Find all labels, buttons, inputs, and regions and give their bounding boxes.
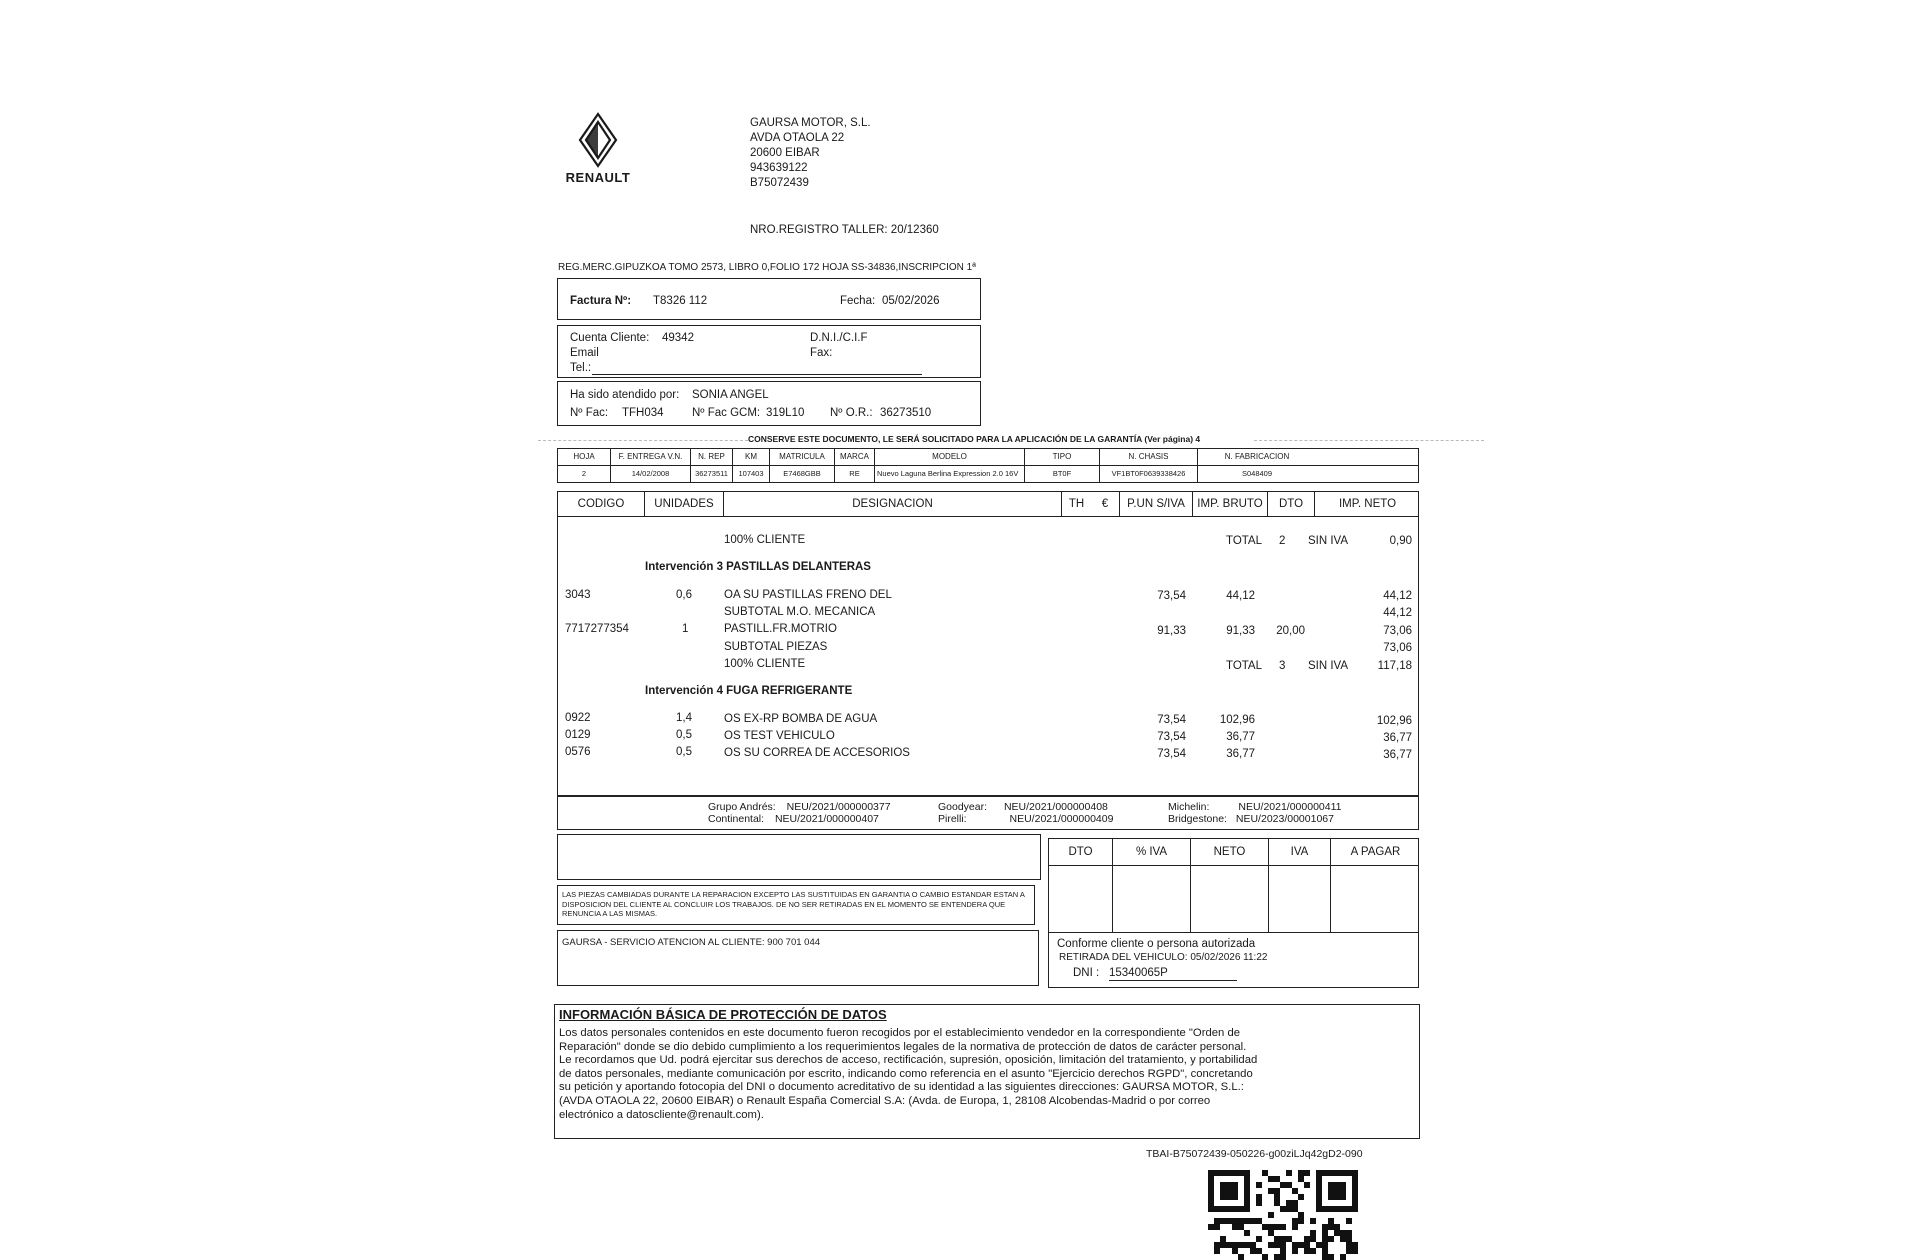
cuenta-label: Cuenta Cliente: (570, 332, 650, 344)
qr-module (1286, 1170, 1292, 1176)
line-pun: 73,54 (1157, 731, 1186, 743)
dni-label: D.N.I./C.I.F (810, 332, 868, 344)
nfac-value: TFH034 (622, 407, 664, 419)
col-neto: IMP. NETO (1338, 498, 1397, 510)
privacy-body (559, 1027, 1415, 1122)
or-value: 36273510 (880, 407, 932, 419)
line-codigo: 0129 (565, 729, 591, 741)
line-designacion: PASTILL.FR.MOTRIO (724, 623, 837, 635)
vehicle-col (1100, 449, 1198, 482)
vehicle-col (691, 449, 733, 482)
service-line: GAURSA - SERVICIO ATENCION AL CLIENTE: 900 701 044 (562, 937, 821, 948)
line-designacion: OS SU CORREA DE ACCESORIOS (724, 747, 910, 759)
attended-label: Ha sido atendido por: (570, 389, 680, 401)
qr-module (1256, 1236, 1262, 1242)
col-dto: DTO (1268, 492, 1315, 516)
tel-underline (592, 374, 922, 375)
line-codigo: 0922 (565, 712, 591, 724)
vehicle-value-cell: VF1BT0F0639338426 (1111, 469, 1186, 478)
qr-code (1208, 1170, 1358, 1260)
line-total-num: 2 (1279, 535, 1286, 547)
line-neto: 44,12 (1383, 590, 1412, 602)
vehicle-header-cell: MODELO (932, 452, 967, 461)
tyre-col-2 (938, 801, 1113, 825)
line-neto: 73,06 (1383, 642, 1412, 654)
vehicle-col (733, 449, 770, 482)
conforme-dni-label: DNI : (1073, 967, 1100, 979)
line-sin-iva: SIN IVA (1308, 660, 1349, 672)
service-box (557, 930, 1039, 986)
col-euro: € (1091, 492, 1120, 516)
bridgestone-label: Bridgestone: (1168, 813, 1227, 825)
line-bruto: 36,77 (1226, 731, 1255, 743)
renault-logo (558, 112, 638, 187)
registro-taller: NRO.REGISTRO TALLER: 20/12360 (750, 224, 939, 236)
line-unidades: 1 (682, 623, 689, 635)
col-codigo: CODIGO (558, 492, 645, 516)
grupo-value: NEU/2021/000000377 (786, 801, 891, 813)
vehicle-header-cell: TIPO (1052, 452, 1072, 461)
michelin-label: Michelin: (1168, 801, 1210, 813)
line-sin-iva: SIN IVA (1308, 535, 1349, 547)
line-codigo: 7717277354 (565, 623, 629, 635)
line-pun: 73,54 (1157, 748, 1186, 760)
line-unidades: 0,5 (676, 729, 692, 741)
totals-col (1191, 839, 1269, 932)
qr-module (1280, 1254, 1286, 1260)
vehicle-header-cell: N. FABRICACION (1224, 452, 1290, 461)
line-unidades: 1,4 (676, 712, 692, 724)
privacy-line: Los datos personales contenidos en este documento fueron recogidos por el establecimiento vendedor en la correspondiente "Orden de (559, 1027, 1241, 1039)
company-name: GAURSA MOTOR, S.L. (750, 117, 871, 129)
tyre-codes-box (557, 796, 1419, 830)
line-unidades: 0,6 (676, 589, 692, 601)
continental-value: NEU/2021/000000407 (774, 813, 879, 825)
vehicle-col (1198, 449, 1316, 482)
pirelli-label: Pirelli: (938, 813, 967, 825)
bridgestone-value: NEU/2023/00001067 (1235, 813, 1334, 825)
line-designacion: OS TEST VEHICULO (724, 730, 835, 742)
totals-col (1269, 839, 1331, 932)
qr-module (1292, 1248, 1298, 1254)
privacy-title: INFORMACIÓN BÁSICA DE PROTECCIÓN DE DATOS (559, 1007, 887, 1022)
totals-header-cell: IVA (1290, 846, 1309, 858)
invoice-box (557, 278, 981, 320)
qr-module (1280, 1224, 1286, 1230)
qr-module (1256, 1200, 1262, 1206)
qr-module (1214, 1248, 1220, 1254)
tbai-code: TBAI-B75072439-050226-g00ziLJq42gD2-090 (1146, 1148, 1363, 1160)
tyre-col-3 (1168, 801, 1342, 825)
qr-module (1256, 1182, 1262, 1188)
vehicle-header-cell: MATRICULA (779, 452, 825, 461)
line-designacion: SUBTOTAL M.O. MECANICA (724, 606, 876, 618)
vehicle-value-cell: 36273511 (695, 469, 728, 478)
vehicle-value-cell: S048409 (1241, 469, 1273, 478)
totals-header-cell: NETO (1213, 846, 1246, 858)
vehicle-col (770, 449, 835, 482)
vehicle-col (875, 449, 1025, 482)
line-neto: 36,77 (1383, 732, 1412, 744)
qr-module (1310, 1248, 1316, 1254)
col-designacion: DESIGNACION (724, 492, 1062, 516)
line-pun: 73,54 (1157, 714, 1186, 726)
vehicle-header-cell: N. REP (698, 452, 725, 461)
qr-module (1214, 1224, 1220, 1230)
vehicle-header-cell: MARCA (840, 452, 869, 461)
vehicle-col (558, 449, 611, 482)
intervention-heading: Intervención 4 FUGA REFRIGERANTE (645, 685, 853, 697)
qr-module (1268, 1212, 1274, 1218)
conforme-dni-value: 15340065P (1109, 966, 1237, 981)
line-pun: 91,33 (1157, 625, 1186, 637)
conserve-note: CONSERVE ESTE DOCUMENTO, LE SERÁ SOLICITADO PARA LA APLICACIÓN DE LA GARANTÍA (Ver página) 4 (748, 434, 1201, 444)
line-designacion: OS EX-RP BOMBA DE AGUA (724, 713, 878, 725)
line-pun: 73,54 (1157, 590, 1186, 602)
qr-module (1298, 1194, 1304, 1200)
fecha-label: Fecha: (840, 295, 876, 307)
qr-module (1352, 1248, 1358, 1254)
vehicle-header-cell: F. ENTREGA V.N. (618, 452, 683, 461)
vehicle-value-cell: RE (849, 469, 860, 478)
line-designacion: SUBTOTAL PIEZAS (724, 641, 828, 653)
conforme-retirada: RETIRADA DEL VEHICULO: 05/02/2026 11:22 (1059, 952, 1268, 963)
intervention-heading: Intervención 3 PASTILLAS DELANTERAS (645, 561, 871, 573)
vehicle-value-cell: BT0F (1052, 469, 1072, 478)
vehicle-col (1025, 449, 1100, 482)
privacy-line: (AVDA OTAOLA 22, 20600 EIBAR) o Renault España Comercial S.A: (Avda. de Europa, 1, 28108 Alcobendas-Madrid o por correo (559, 1094, 1211, 1107)
line-neto: 102,96 (1376, 715, 1412, 727)
line-designacion: 100% CLIENTE (724, 658, 806, 670)
line-dto: 20,00 (1276, 625, 1305, 637)
col-unidades: UNIDADES (645, 492, 724, 516)
lines-header (558, 492, 1418, 517)
factura-value: T8326 112 (653, 295, 708, 307)
vehicle-value-cell: 14/02/2008 (631, 469, 670, 478)
cuenta-value: 49342 (662, 332, 694, 344)
continental-label: Continental: (708, 813, 765, 825)
totals-col (1049, 839, 1113, 932)
line-neto: 36,77 (1383, 749, 1412, 761)
privacy-box (554, 1004, 1420, 1139)
vehicle-header-cell: KM (745, 452, 757, 461)
privacy-line: electrónico a datoscliente@renault.com). (559, 1108, 764, 1121)
or-label: Nº O.R.: (830, 407, 873, 419)
privacy-line: su petición y aportando fotocopia del DNI o documento acreditativo de su identidad a las siguientes direcciones: GAURSA MOTOR, S.L.: (559, 1081, 1244, 1094)
company-city: 20600 EIBAR (750, 147, 820, 159)
line-unidades: 0,5 (676, 746, 692, 758)
tel-label: Tel.: (570, 362, 592, 374)
vehicle-value-cell: 2 (581, 469, 587, 478)
qr-finder (1328, 1182, 1346, 1200)
reg-merc: REG.MERC.GIPUZKOA TOMO 2573, LIBRO 0,FOLIO 172 HOJA SS-34836,INSCRIPCION 1ª (558, 262, 976, 273)
fecha-value: 05/02/2026 (882, 295, 940, 307)
privacy-line: Reparación" donde se dio debido cumplimiento a los requerimientos legales de la normativa de protección de datos de carácter personal. (559, 1040, 1247, 1053)
privacy-line: Le recordamos que Ud. podrá ejercitar sus derechos de acceso, rectificación, supresión, oposición, limitación del tratamiento, y portabilidad (559, 1054, 1258, 1067)
factura-label: Factura Nº: (570, 295, 632, 307)
piezas-note: LAS PIEZAS CAMBIADAS DURANTE LA REPARACION EXCEPTO LAS SUSTITUIDAS EN GARANTIA O CAMBIO ESTANDAR ESTAN A DISPOSICION DEL CLIENTE AL CONCLUIR LOS TRABAJOS. DE NO SER RETIRADAS EN EL MOMENTO SE ENTENDERA QUE RENUNCIA A LAS MISMAS. (562, 890, 1025, 918)
line-total-label: TOTAL (1226, 535, 1262, 547)
company-phone: 943639122 (750, 162, 808, 174)
line-neto: 44,12 (1383, 607, 1412, 619)
conforme-box (1048, 932, 1419, 988)
email-label: Email (570, 347, 599, 359)
renault-diamond-icon (558, 112, 638, 168)
qr-module (1304, 1170, 1310, 1176)
line-total-label: TOTAL (1226, 660, 1262, 672)
qr-module (1298, 1218, 1304, 1224)
company-address: AVDA OTAOLA 22 (750, 132, 845, 144)
line-designacion: 100% CLIENTE (724, 534, 806, 546)
line-codigo: 3043 (565, 589, 591, 601)
line-neto: 73,06 (1383, 625, 1412, 637)
michelin-value: NEU/2021/000000411 (1238, 801, 1342, 813)
line-bruto: 44,12 (1226, 590, 1255, 602)
grupo-label: Grupo Andrés: (708, 801, 776, 813)
line-codigo: 0576 (565, 746, 591, 758)
lines-table (557, 491, 1419, 796)
line-bruto: 102,96 (1219, 714, 1255, 726)
gcm-value: 319L10 (766, 407, 805, 419)
attended-box (557, 381, 981, 426)
line-imp-neto: 117,18 (1377, 660, 1412, 672)
dashed-rule-right (1254, 440, 1484, 441)
gcm-label: Nº Fac GCM: (692, 407, 761, 419)
company-cif: B75072439 (750, 177, 809, 189)
qr-module (1310, 1218, 1316, 1224)
line-total-num: 3 (1279, 660, 1286, 672)
vehicle-header-cell: HOJA (573, 452, 595, 461)
totals-header-cell: % IVA (1135, 846, 1168, 858)
vehicle-value-cell: 107403 (738, 469, 764, 478)
col-bruto: IMP. BRUTO (1193, 492, 1268, 516)
qr-module (1328, 1236, 1334, 1242)
vehicle-table (557, 448, 1419, 483)
line-bruto: 36,77 (1226, 748, 1255, 760)
col-th: TH (1068, 498, 1085, 510)
vehicle-header-cell: N. CHASIS (1128, 452, 1169, 461)
tyre-col-1 (708, 801, 891, 825)
company-block (750, 116, 871, 191)
totals-col (1113, 839, 1191, 932)
dashed-rule-left (538, 440, 748, 441)
line-bruto: 91,33 (1226, 625, 1255, 637)
qr-finder (1220, 1182, 1238, 1200)
privacy-line: de datos personales, mediante comunicación por escrito, indicando como referencia en el asunto "Ejercicio derechos RGPD", concretando (559, 1067, 1253, 1080)
vehicle-col (611, 449, 691, 482)
brand-name: RENAULT (565, 170, 631, 185)
pirelli-value: NEU/2021/000000409 (1009, 813, 1114, 825)
attended-value: SONIA ANGEL (692, 389, 769, 401)
col-pun: P.UN S/IVA (1120, 492, 1193, 516)
qr-module (1244, 1230, 1250, 1236)
goodyear-value: NEU/2021/000000408 (1003, 801, 1108, 813)
fax-label: Fax: (810, 347, 833, 359)
vehicle-col (835, 449, 875, 482)
totals-header-cell: DTO (1068, 846, 1093, 858)
qr-module (1346, 1218, 1352, 1224)
totals-table (1048, 838, 1419, 933)
line-designacion: OA SU PASTILLAS FRENO DEL (724, 589, 892, 601)
goodyear-label: Goodyear: (938, 801, 988, 813)
line-imp-neto: 0,90 (1389, 535, 1412, 547)
nfac-label: Nº Fac: (570, 407, 609, 419)
piezas-note-box (557, 885, 1035, 925)
customer-box (557, 325, 981, 378)
qr-module (1292, 1224, 1298, 1230)
empty-notes-box (557, 834, 1041, 880)
totals-header-cell: A PAGAR (1350, 846, 1401, 858)
qr-module (1304, 1182, 1310, 1188)
vehicle-value-cell: E7468GBB (783, 469, 821, 478)
totals-col (1331, 839, 1420, 932)
vehicle-value-cell: Nuevo Laguna Berlina Expression 2.0 16V (877, 469, 1019, 478)
conforme-title: Conforme cliente o persona autorizada (1057, 938, 1256, 950)
